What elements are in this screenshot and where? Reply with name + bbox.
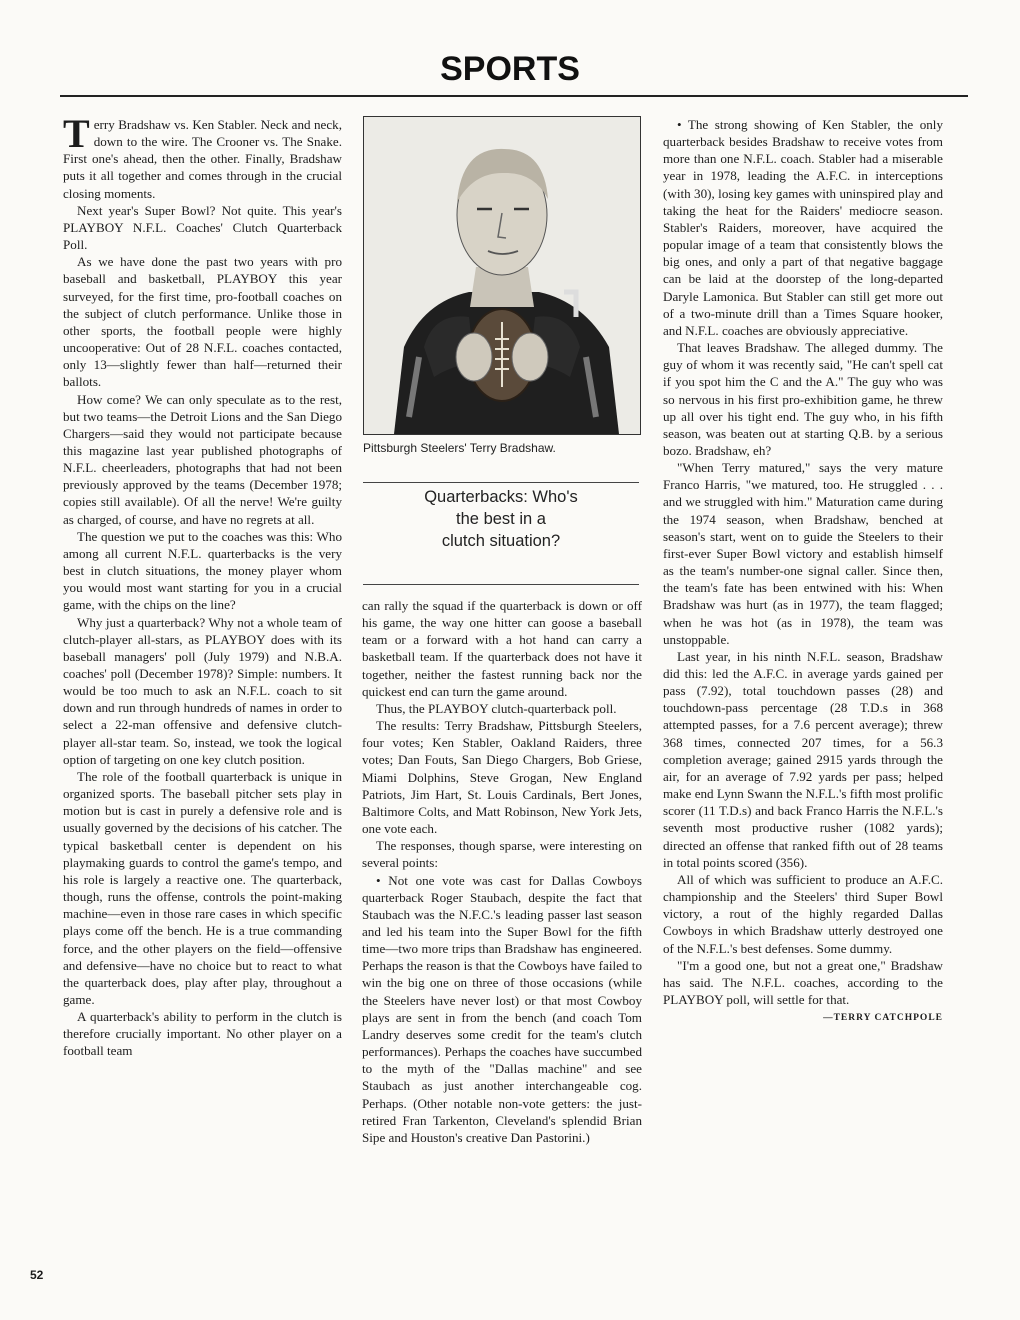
page-number: 52 (30, 1268, 44, 1282)
paragraph: A quarterback's ability to perform in the clutch is therefore crucially important. No other player on a football team (63, 1009, 342, 1059)
pull-quote-rule-bottom (363, 584, 639, 585)
paragraph: As we have done the past two years with pro baseball and basketball, PLAYBOY this year surveyed, for the first time, pro-football coaches on the subject of clutch performance. Unlike those in other sports, the football people were highly uncooperative: Out of 28 N.F.L. coaches contacted, only 13—slightly fewer than half—returned their ballots. (63, 254, 342, 390)
byline: —TERRY CATCHPOLE (823, 1013, 943, 1024)
paragraph: All of which was sufficient to produce an A.F.C. championship and the Steelers' third Super Bowl victory, a rout of the highly regarded Dallas Cowboys in which Bradshaw utterly destroyed one of the N.F.L.'s best defenses. Some dummy. (663, 871, 943, 956)
paragraph: That leaves Bradshaw. The alleged dummy. The guy of whom it was recently said, "He can't spell cat if you spot him the C and the A." The guy who was so nervous in his first pro-exhibition game, he threw up all over his tight end. The guy who, in his fifth season, was beaten out at starting Q.B. by a serious bozo. Bradshaw, eh? (663, 340, 943, 458)
paragraph: • The strong showing of Ken Stabler, the only quarterback besides Bradshaw to receive votes from more than one N.F.L. coach. Stabler had a miserable year in 1978, leading the A.F.C. in interceptions (with 30), losing key games with uninspired play and taking the heat for the Raiders' mediocre season. Stabler's Raiders, moreover, have acquired the popular image of a team that consistently blows the big ones, and only a part of that negative baggage can be laid at the doorstep of the long-departed Daryle Lamonica. But Stabler can still get more out of a two-minute drill than a Times Square hooker, and N.F.L. coaches are obviously appreciative. (663, 117, 943, 338)
quarterback-illustration (364, 117, 640, 434)
paragraph: can rally the squad if the quarterback is down or off his game, the way one hitter can goose a baseball team or a forward with a hot hand can carry a basketball team. If the quarterback does not have it together, neither the fastest running back nor the quickest end can turn the game around. (362, 598, 642, 699)
paragraph: Why just a quarterback? Why not a whole team of clutch-player all-stars, as PLAYBOY does with its baseball managers' poll (July 1979) and N.B.A. coaches' poll (December 1978)? Simple: numbers. It would be too much to ask an N.F.L. coach to sit down and run through hundreds of names in order to select a 22-man offensive and defensive clutch-player all-star team. So, instead, we took the logical option of targeting on one key clutch position. (63, 614, 342, 767)
article-column-2 (362, 597, 642, 1146)
paragraph: • Not one vote was cast for Dallas Cowboys quarterback Roger Staubach, despite the fact that Staubach was the N.F.C.'s leading passer last season and led his team into the Super Bowl for the fifth time—two more trips than Bradshaw has engineered. Perhaps the reason is that the Cowboys have failed to win the big one on three of those occasions (while the Steelers have never lost) or that most Cowboy plays are sent in from the bench (and coach Tom Landry deserves some credit for the team's clutch performances). Perhaps the coaches have succumbed to the myth of the "Dallas machine" and see Staubach as just another interchangeable cog. Perhaps. (Other notable non-vote getters: the just-retired Fran Tarkenton, Cleveland's splendid Brian Sipe and Houston's creative Dan Pastorini.) (362, 872, 642, 1145)
paragraph: The responses, though sparse, were interesting on several points: (362, 838, 642, 871)
drop-cap: T (63, 111, 90, 156)
article-column-1 (63, 111, 342, 1060)
pull-quote-line: the best in a (456, 510, 546, 528)
article-column-3 (663, 116, 943, 1027)
paragraph: Last year, in his ninth N.F.L. season, Bradshaw did this: led the A.F.C. in average yards gained per pass (7.92), total touchdown passes (28) and touchdown-pass percentage (28 T.D.s in 368 attempted passes, for a 7.6 percent average); threw 368 times, connected 207 times, for a 56.3 completion average; gained 2915 yards through the air, for an average of 7.92 yards per pass; helped make end Lynn Swann the N.F.L.'s fifth most prolific scorer (11 T.D.s) and back Franco Harris the N.F.L.'s seventh most productive rusher (1082 yards); directed an offense that ranked fifth out of 28 teams in total points scored (356). (663, 648, 943, 870)
paragraph: Terry Bradshaw vs. Ken Stabler. Neck and neck, down to the wire. The Crooner vs. The Snake. First one's ahead, then the other. Finally, Bradshaw puts it all together and comes through in the crucial closing moments. (63, 111, 342, 201)
pull-quote-line: Quarterbacks: Who's (424, 488, 578, 506)
paragraph: The results: Terry Bradshaw, Pittsburgh Steelers, four votes; Ken Stabler, Oakland Raiders, three votes; Dan Fouts, San Diego Chargers, Bob Griese, Miami Dolphins, Steve Grogan, New England Patriots, Jim Hart, St. Louis Cardinals, Bert Jones, Baltimore Colts, and Matt Robinson, New York Jets, one vote each. (362, 718, 642, 837)
paragraph: Next year's Super Bowl? Not quite. This year's PLAYBOY N.F.L. Coaches' Clutch Quarterback Poll. (63, 202, 342, 253)
paragraph: The role of the football quarterback is unique in organized sports. The baseball pitcher sets play in motion but is cast in purely a defensive role and is usually governed by the decisions of his catcher. The typical basketball center is dependent on his playmaking guards to control the game's tempo, and his role is largely a reactive one. The quarterback, though, runs the offense, controls the point-making machine—even in those rare cases in which specific plays come off the bench. He is a true commanding force, and the other players on the field—offensive and defensive—have no choice but to react to what the quarterback does, play after play, throughout a game. (63, 768, 342, 1007)
pull-quote (363, 486, 639, 552)
pull-quote-rule-top (363, 482, 639, 483)
header-rule (60, 95, 968, 97)
photo-caption: Pittsburgh Steelers' Terry Bradshaw. (363, 441, 556, 455)
paragraph: How come? We can only speculate as to the rest, but two teams—the Detroit Lions and the San Diego Chargers—said they would not participate because this magazine last year published photographs of N.F.L. cheerleaders, photographs that had not been previously approved by the teams (December 1978; copies still available). Of all the nerve! We're guilty as charged, of course, and have no regrets at all. (63, 391, 342, 527)
paragraph: "When Terry matured," says the very mature Franco Harris, "we matured, too. He struggled . . . and we struggled with him." Maturation came during the 1974 season, when Bradshaw, benched at season's start, went on to guide the Steelers to their first-ever Super Bowl victory and establish himself as the team's number-one signal caller. Since then, the team's fate has been entwined with his: When Bradshaw was hurt (as in 1977), the team flagged; when he was hot (as in 1978), the team was unstoppable. (663, 460, 943, 647)
pull-quote-line: clutch situation? (441, 532, 561, 550)
paragraph: The question we put to the coaches was this: Who among all current N.F.L. quarterbacks is the very best in clutch situations, the money player whom you would most want starting for you in a crucial game, with the chips on the line? (63, 528, 342, 613)
bradshaw-photo (363, 116, 641, 435)
section-title: SPORTS (440, 50, 580, 88)
paragraph: Thus, the PLAYBOY clutch-quarterback poll. (376, 700, 617, 716)
paragraph: "I'm a good one, but not a great one," Bradshaw has said. The N.F.L. coaches, according to the PLAYBOY poll, will settle for that. —TERRY CATCHPOLE (663, 957, 943, 1008)
